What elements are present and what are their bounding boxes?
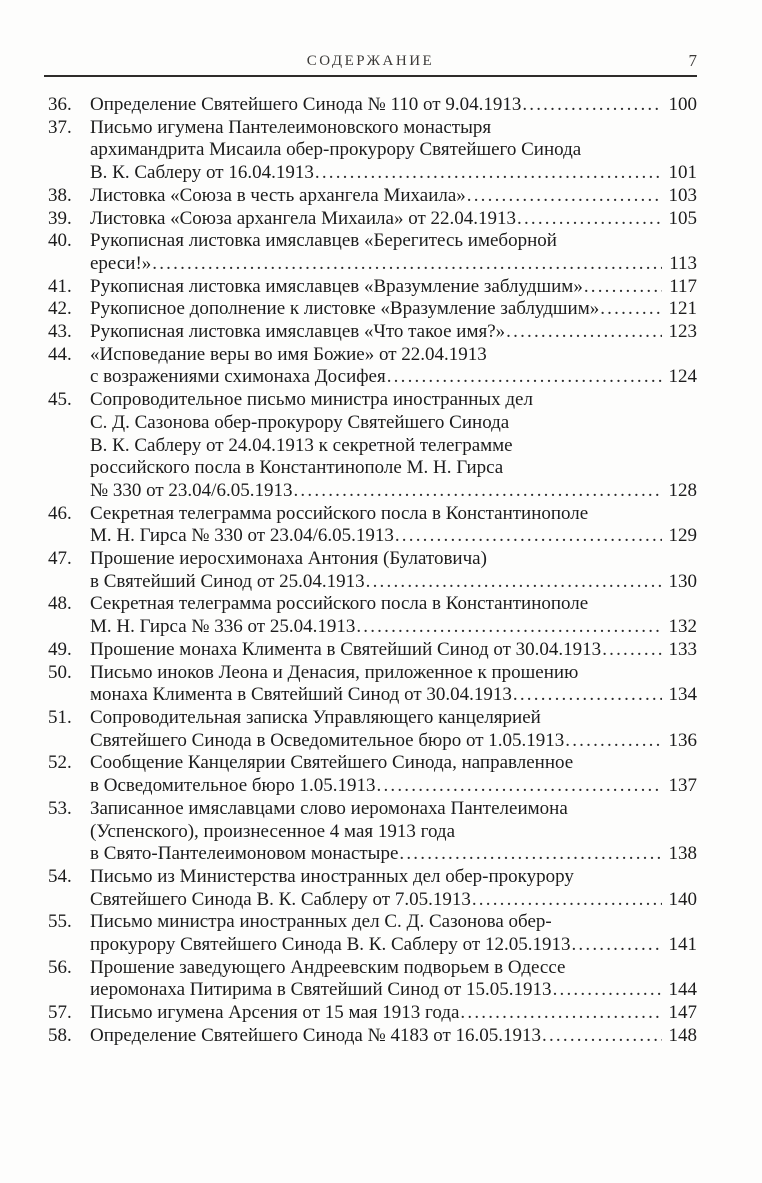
entry-page-number: 144 <box>668 979 697 1001</box>
entry-number: 43. <box>48 321 72 343</box>
entry-body <box>90 276 697 299</box>
entry-line <box>90 707 697 730</box>
entry-text: иеромонаха Питирима в Святейший Синод от 15.05.1913 <box>90 979 552 1001</box>
entry-body <box>90 1025 697 1048</box>
entry-body <box>90 866 697 911</box>
toc-entry <box>44 276 697 299</box>
dot-leader <box>600 298 662 321</box>
entry-text: прокурору Святейшего Синода В. К. Саблеру от 12.05.1913 <box>90 934 571 956</box>
entry-page-number: 105 <box>668 207 697 229</box>
entry-line <box>90 457 697 480</box>
entry-line <box>90 934 697 957</box>
entry-line <box>90 480 697 503</box>
entry-number: 41. <box>48 275 72 297</box>
toc-entry <box>44 798 697 866</box>
entry-body <box>90 344 697 389</box>
entry-page-number: 100 <box>668 94 697 115</box>
entry-line <box>90 1025 697 1048</box>
toc-entry <box>44 593 697 638</box>
dot-leader <box>387 366 662 389</box>
entry-number: 50. <box>48 661 72 683</box>
toc-entry <box>44 1002 697 1025</box>
entry-line <box>90 639 697 662</box>
entry-body <box>90 707 697 752</box>
entry-text: Письмо министра иностранных дел С. Д. Сазонова обер- <box>90 911 552 933</box>
entry-number: 51. <box>48 706 72 728</box>
entry-line <box>90 571 697 594</box>
toc-list <box>44 94 697 1048</box>
toc-entry <box>44 321 697 344</box>
entry-body <box>90 230 697 275</box>
entry-number: 39. <box>48 207 72 229</box>
toc-entry <box>44 344 697 389</box>
entry-body <box>90 548 697 593</box>
entry-text: В. К. Саблеру от 16.04.1913 <box>90 162 314 184</box>
entry-number: 37. <box>48 116 72 138</box>
entry-number: 38. <box>48 184 72 206</box>
entry-text: Прошение иеросхимонаха Антония (Булатовича) <box>90 548 487 570</box>
dot-leader <box>460 1002 662 1025</box>
entry-body <box>90 185 697 208</box>
entry-number: 40. <box>48 230 72 252</box>
entry-text: Святейшего Синода в Осведомительное бюро от 1.05.1913 <box>90 729 565 751</box>
entry-page-number: 128 <box>668 479 697 501</box>
entry-page-number: 132 <box>668 616 697 638</box>
toc-entry <box>44 957 697 1002</box>
entry-text: с возражениями схимонаха Досифея <box>90 366 386 388</box>
toc-entry <box>44 707 697 752</box>
entry-text: № 330 от 23.04/6.05.1913 <box>90 479 293 501</box>
entry-page-number: 117 <box>669 275 697 297</box>
dot-leader <box>399 843 662 866</box>
entry-text: Листовка «Союза в честь архангела Михаила» <box>90 184 466 206</box>
entry-body <box>90 94 697 117</box>
toc-entry <box>44 230 697 275</box>
entry-line <box>90 412 697 435</box>
entry-text: Рукописная листовка имяславцев «Вразумление заблудшим» <box>90 275 583 297</box>
entry-page-number: 124 <box>668 366 697 388</box>
entry-line <box>90 162 697 185</box>
entry-number: 54. <box>48 865 72 887</box>
entry-text: Святейшего Синода В. К. Саблеру от 7.05.1913 <box>90 888 471 910</box>
entry-text: Рукописное дополнение к листовке «Вразумление заблудшим» <box>90 298 600 320</box>
entry-text: М. Н. Гирса № 330 от 23.04/6.05.1913 <box>90 525 394 547</box>
toc-entry <box>44 1025 697 1048</box>
entry-text: Секретная телеграмма российского посла в Константинополе <box>90 593 589 615</box>
dot-leader <box>517 208 662 231</box>
entry-number: 48. <box>48 593 72 615</box>
entry-body <box>90 389 697 503</box>
dot-leader <box>584 276 662 299</box>
entry-body <box>90 321 697 344</box>
entry-text: Прошение монаха Климента в Святейший Синод от 30.04.1913 <box>90 638 602 660</box>
toc-entry <box>44 866 697 911</box>
dot-leader <box>293 480 662 503</box>
entry-text: Прошение заведующего Андреевским подворьем в Одессе <box>90 956 566 978</box>
entry-body <box>90 911 697 956</box>
dot-leader <box>542 1025 662 1048</box>
entry-page-number: 138 <box>668 843 697 865</box>
entry-line <box>90 344 697 367</box>
entry-line <box>90 662 697 685</box>
entry-number: 47. <box>48 548 72 570</box>
entry-text: Определение Святейшего Синода № 110 от 9.04.1913 <box>90 94 522 115</box>
toc-entry <box>44 503 697 548</box>
entry-line <box>90 208 697 231</box>
entry-line <box>90 366 697 389</box>
entry-body <box>90 298 697 321</box>
dot-leader <box>553 979 662 1002</box>
entry-line <box>90 775 697 798</box>
toc-entry <box>44 548 697 593</box>
entry-page-number: 136 <box>668 729 697 751</box>
entry-body <box>90 1002 697 1025</box>
entry-text: В. К. Саблеру от 24.04.1913 к секретной телеграмме <box>90 434 513 456</box>
entry-number: 56. <box>48 956 72 978</box>
entry-line <box>90 321 697 344</box>
entry-text: Листовка «Союза архангела Михаила» от 22.04.1913 <box>90 207 516 229</box>
entry-text: С. Д. Сазонова обер-прокурору Святейшего Синода <box>90 411 510 433</box>
entry-line <box>90 843 697 866</box>
entry-body <box>90 208 697 231</box>
entry-body <box>90 503 697 548</box>
entry-page-number: 147 <box>668 1002 697 1024</box>
entry-page-number: 113 <box>669 252 697 274</box>
entry-page-number: 129 <box>668 525 697 547</box>
entry-line <box>90 957 697 980</box>
entry-text: Сопроводительное письмо министра иностранных дел <box>90 389 533 411</box>
toc-entry <box>44 911 697 956</box>
entry-page-number: 140 <box>668 888 697 910</box>
entry-line <box>90 821 697 844</box>
toc-entry <box>44 185 697 208</box>
entry-number: 53. <box>48 797 72 819</box>
entry-text: монаха Климента в Святейший Синод от 30.04.1913 <box>90 684 512 706</box>
entry-line <box>90 525 697 548</box>
toc-entry <box>44 208 697 231</box>
entry-line <box>90 435 697 458</box>
entry-number: 57. <box>48 1002 72 1024</box>
entry-text: Записанное имяславцами слово иеромонаха Пантелеимона <box>90 797 568 819</box>
toc-entry <box>44 298 697 321</box>
entry-body <box>90 662 697 707</box>
entry-line <box>90 616 697 639</box>
entry-line <box>90 253 697 276</box>
entry-text: Сопроводительная записка Управляющего канцелярией <box>90 706 541 728</box>
entry-page-number: 101 <box>668 162 697 184</box>
running-head <box>44 52 697 77</box>
entry-page-number: 137 <box>668 775 697 797</box>
entry-line <box>90 752 697 775</box>
dot-leader <box>377 775 663 798</box>
toc-entry <box>44 752 697 797</box>
dot-leader <box>467 185 662 208</box>
entry-text: Секретная телеграмма российского посла в Константинополе <box>90 502 589 524</box>
entry-line <box>90 548 697 571</box>
dot-leader <box>366 571 662 594</box>
entry-line <box>90 117 697 140</box>
entry-line <box>90 1002 697 1025</box>
dot-leader <box>513 684 662 707</box>
entry-line <box>90 866 697 889</box>
entry-text: в Святейший Синод от 25.04.1913 <box>90 570 365 592</box>
entry-line <box>90 185 697 208</box>
entry-body <box>90 593 697 638</box>
entry-number: 42. <box>48 298 72 320</box>
entry-page-number: 148 <box>668 1024 697 1046</box>
dot-leader <box>395 525 662 548</box>
entry-text: архимандрита Мисаила обер-прокурору Святейшего Синода <box>90 139 582 161</box>
dot-leader <box>506 321 662 344</box>
entry-line <box>90 684 697 707</box>
entry-number: 52. <box>48 752 72 774</box>
entry-text: Рукописная листовка имяславцев «Что такое имя?» <box>90 321 506 343</box>
entry-text: Сообщение Канцелярии Святейшего Синода, направленное <box>90 752 574 774</box>
entry-line <box>90 94 697 117</box>
page-title: СОДЕРЖАНИЕ <box>306 53 435 69</box>
entry-number: 49. <box>48 638 72 660</box>
entry-line <box>90 503 697 526</box>
entry-text: ереси!» <box>90 252 152 274</box>
entry-line <box>90 298 697 321</box>
toc-entry <box>44 117 697 185</box>
entry-text: Определение Святейшего Синода № 4183 от 16.05.1913 <box>90 1024 542 1046</box>
dot-leader <box>602 639 662 662</box>
entry-line <box>90 889 697 912</box>
entry-line <box>90 979 697 1002</box>
entry-text: в Осведомительное бюро 1.05.1913 <box>90 775 376 797</box>
entry-text: Рукописная листовка имяславцев «Берегитесь имеборной <box>90 230 557 252</box>
entry-number: 55. <box>48 911 72 933</box>
dot-leader <box>565 730 662 753</box>
dot-leader <box>356 616 662 639</box>
entry-text: в Свято-Пантелеимоновом монастыре <box>90 843 399 865</box>
entry-text: (Успенского), произнесенное 4 мая 1913 года <box>90 820 455 842</box>
entry-line <box>90 139 697 162</box>
entry-body <box>90 752 697 797</box>
entry-line <box>90 911 697 934</box>
entry-line <box>90 230 697 253</box>
dot-leader <box>152 253 662 276</box>
entry-page-number: 121 <box>668 298 697 320</box>
entry-body <box>90 639 697 662</box>
entry-text: российского посла в Константинополе М. Н. Гирса <box>90 457 504 479</box>
entry-number: 36. <box>48 94 72 115</box>
entry-body <box>90 117 697 185</box>
entry-body <box>90 798 697 866</box>
entry-line <box>90 276 697 299</box>
entry-line <box>90 389 697 412</box>
entry-number: 58. <box>48 1024 72 1046</box>
toc-entry <box>44 389 697 503</box>
entry-text: Письмо из Министерства иностранных дел обер-прокурору <box>90 865 574 887</box>
entry-page-number: 123 <box>668 321 697 343</box>
folio-page-number: 7 <box>688 51 697 70</box>
entry-text: Письмо игумена Арсения от 15 мая 1913 года <box>90 1002 460 1024</box>
entry-body <box>90 957 697 1002</box>
entry-text: «Исповедание веры во имя Божие» от 22.04.1913 <box>90 343 487 365</box>
dot-leader <box>472 889 662 912</box>
dot-leader <box>522 94 662 117</box>
dot-leader <box>571 934 662 957</box>
entry-page-number: 134 <box>668 684 697 706</box>
dot-leader <box>315 162 662 185</box>
toc-entry <box>44 94 697 117</box>
entry-text: М. Н. Гирса № 336 от 25.04.1913 <box>90 616 356 638</box>
entry-line <box>90 798 697 821</box>
toc-entry <box>44 639 697 662</box>
entry-number: 44. <box>48 343 72 365</box>
entry-page-number: 130 <box>668 570 697 592</box>
entry-number: 46. <box>48 502 72 524</box>
entry-line <box>90 593 697 616</box>
entry-line <box>90 730 697 753</box>
entry-page-number: 133 <box>668 638 697 660</box>
entry-text: Письмо иноков Леона и Денасия, приложенное к прошению <box>90 661 579 683</box>
entry-text: Письмо игумена Пантелеимоновского монастыря <box>90 116 492 138</box>
toc-entry <box>44 662 697 707</box>
entry-number: 45. <box>48 389 72 411</box>
entry-page-number: 103 <box>668 184 697 206</box>
entry-page-number: 141 <box>668 934 697 956</box>
